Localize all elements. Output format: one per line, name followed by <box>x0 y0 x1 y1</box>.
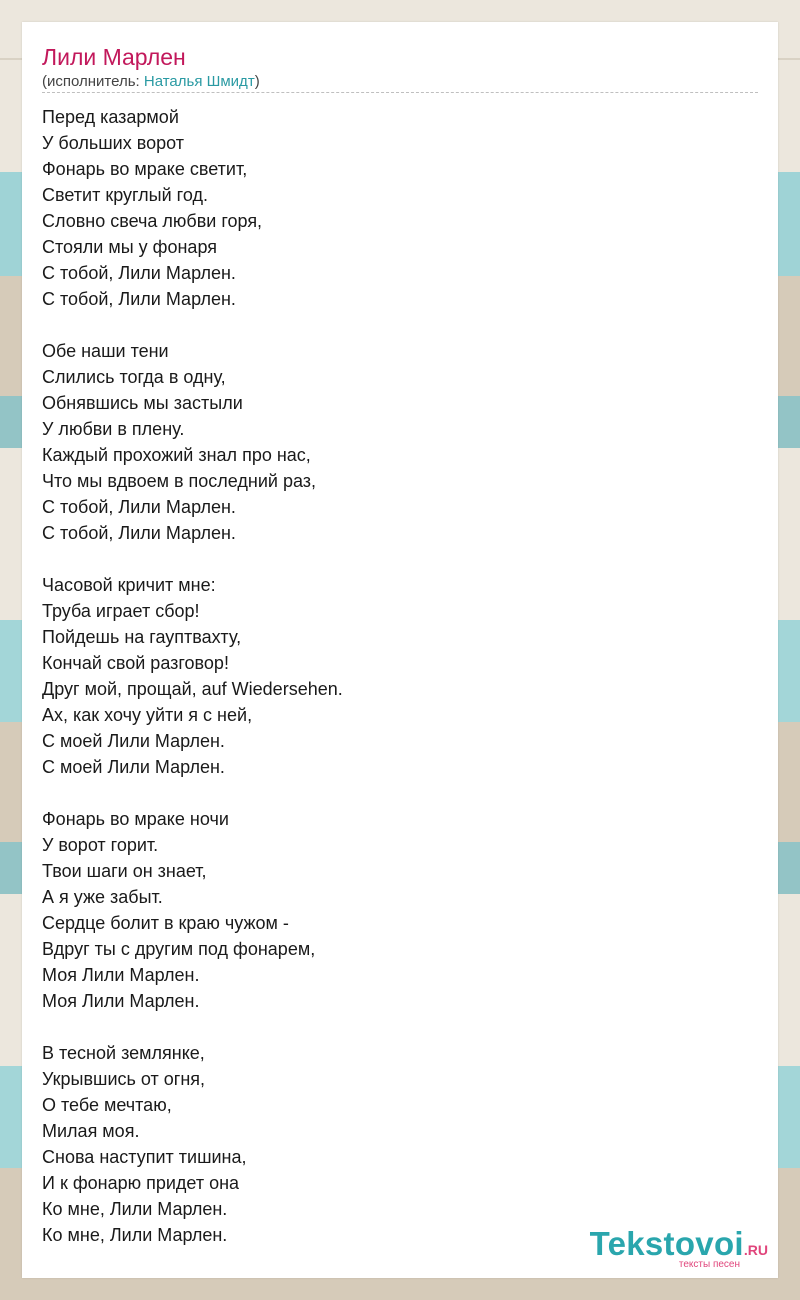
lyric-line: Словно свеча любви горя, <box>42 211 263 231</box>
stanza-3 <box>42 572 758 780</box>
stanza-2 <box>42 338 758 546</box>
lyric-line: Стояли мы у фонаря <box>42 237 217 257</box>
lyric-line: Фонарь во мраке светит, <box>42 159 248 179</box>
stanza-gap <box>42 1014 758 1040</box>
lyric-line: С моей Лили Марлен. <box>42 731 225 751</box>
lyric-line: У любви в плену. <box>42 419 185 439</box>
performer-prefix: (исполнитель: <box>42 73 144 90</box>
lyric-line: Обнявшись мы застыли <box>42 393 243 413</box>
logo-brand-text: Tekstovoi <box>589 1225 744 1262</box>
lyric-line: Фонарь во мраке ночи <box>42 809 229 829</box>
lyric-line: Твои шаги он знает, <box>42 861 207 881</box>
lyric-line: У ворот горит. <box>42 835 159 855</box>
stanza-5 <box>42 1040 758 1248</box>
lyric-line: Друг мой, прощай, auf Wiedersehen. <box>42 679 343 699</box>
lyric-line: С моей Лили Марлен. <box>42 757 225 777</box>
lyric-line: В тесной землянке, <box>42 1043 205 1063</box>
lyric-line: С тобой, Лили Марлен. <box>42 523 236 543</box>
stanza-gap <box>42 312 758 338</box>
song-title: Лили Марлен <box>42 44 186 70</box>
lyric-line: Светит круглый год. <box>42 185 208 205</box>
lyric-line: У больших ворот <box>42 133 184 153</box>
lyric-line: Кончай свой разговор! <box>42 653 229 673</box>
stanza-1 <box>42 104 758 312</box>
logo-tld-text: .RU <box>743 1242 768 1258</box>
stanza-4 <box>42 806 758 1014</box>
site-logo[interactable] <box>590 1225 768 1270</box>
lyric-line: Что мы вдвоем в последний раз, <box>42 471 317 491</box>
lyric-line: Моя Лили Марлен. <box>42 991 200 1011</box>
lyric-line: И к фонарю придет она <box>42 1173 240 1193</box>
lyric-line: Укрывшись от огня, <box>42 1069 206 1089</box>
performer-suffix: ) <box>254 73 260 90</box>
lyric-line: Ко мне, Лили Марлен. <box>42 1199 228 1219</box>
lyric-line: Каждый прохожий знал про нас, <box>42 445 311 465</box>
lyric-line: Слились тогда в одну, <box>42 367 226 387</box>
lyric-line: Часовой кричит мне: <box>42 575 216 595</box>
lyric-line: О тебе мечтаю, <box>42 1095 172 1115</box>
lyrics-card <box>22 22 778 1278</box>
lyrics-text <box>42 104 758 1248</box>
dashed-divider <box>42 92 758 93</box>
stanza-gap <box>42 780 758 806</box>
logo-tagline: тексты песен <box>678 1259 740 1270</box>
lyric-line: Труба играет сбор! <box>42 601 200 621</box>
performer-line <box>42 73 260 90</box>
lyric-line: Перед казармой <box>42 107 179 127</box>
lyric-line: Моя Лили Марлен. <box>42 965 200 985</box>
lyric-line: Ко мне, Лили Марлен. <box>42 1225 228 1245</box>
lyric-line: Обе наши тени <box>42 341 169 361</box>
lyric-line: С тобой, Лили Марлен. <box>42 497 236 517</box>
artist-link[interactable]: Наталья Шмидт <box>143 73 255 90</box>
lyric-line: Сердце болит в краю чужом - <box>42 913 289 933</box>
lyric-line: Вдруг ты с другим под фонарем, <box>42 939 316 959</box>
lyric-line: С тобой, Лили Марлен. <box>42 289 236 309</box>
lyric-line: Пойдешь на гауптвахту, <box>42 627 242 647</box>
lyric-line: А я уже забыт. <box>42 887 163 907</box>
lyric-line: Милая моя. <box>42 1121 140 1141</box>
lyric-line: Снова наступит тишина, <box>42 1147 247 1167</box>
lyric-line: С тобой, Лили Марлен. <box>42 263 236 283</box>
lyric-line: Ах, как хочу уйти я с ней, <box>42 705 253 725</box>
stanza-gap <box>42 546 758 572</box>
